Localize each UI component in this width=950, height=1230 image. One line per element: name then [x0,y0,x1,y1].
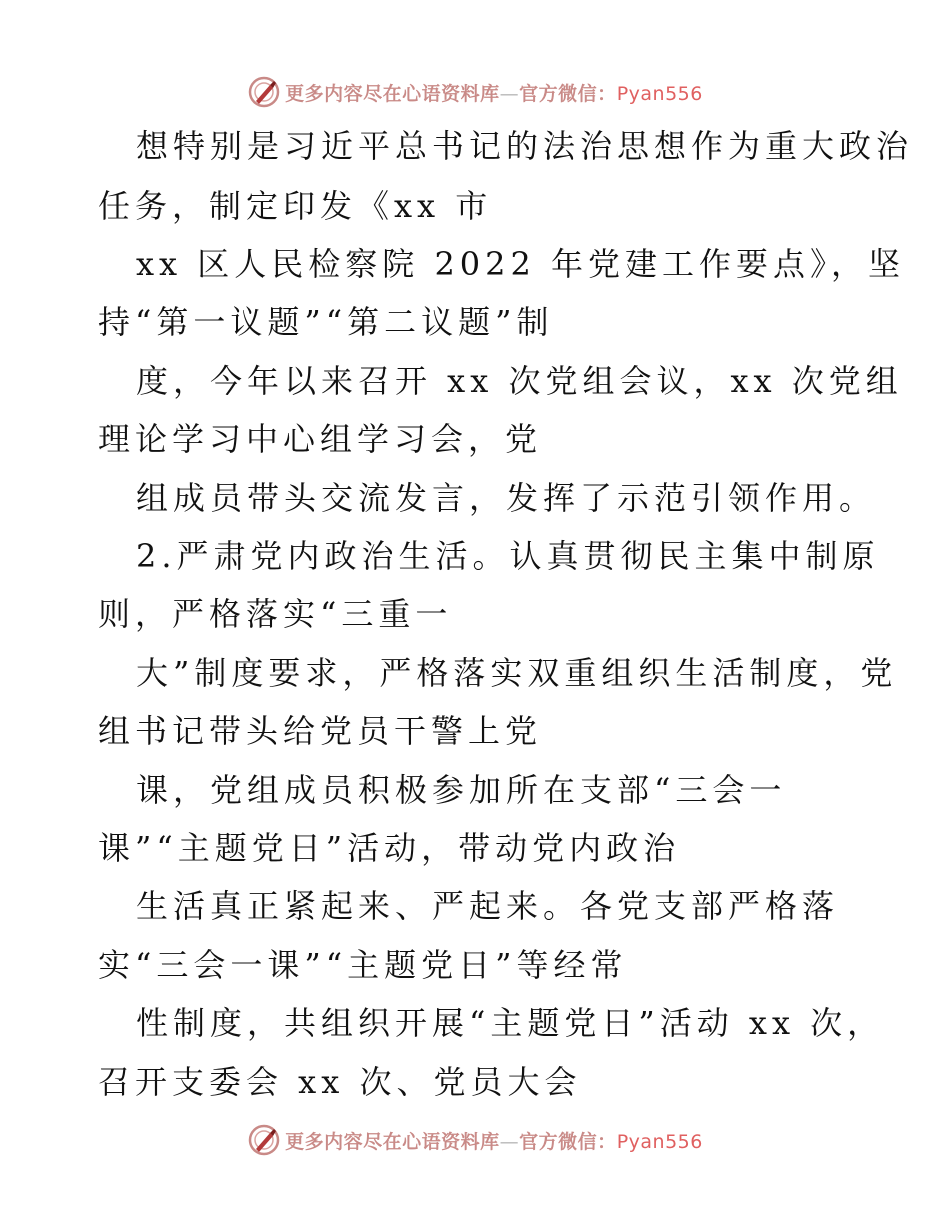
body-line: 大”制度要求，严格落实双重组织生活制度，党 [136,654,898,692]
watermark-dash: — [499,82,520,105]
body-line: 生活真正紧起来、严起来。各党支部严格落 [136,887,840,925]
body-line: 理论学习中心组学习会，党 [98,420,543,458]
footer-watermark [0,1120,950,1160]
pen-logo-icon [247,1123,281,1157]
body-line: 持“第一议题”“第二议题”制 [98,303,554,341]
watermark-account-id: Pyan556 [616,82,703,105]
watermark-account-id: Pyan556 [616,1130,703,1153]
watermark-text [285,1127,703,1154]
body-line: xx 区人民检察院 2022 年党建工作要点》，坚 [136,245,906,283]
body-line: 组成员带头交流发言，发挥了示范引领作用。 [136,479,877,517]
body-line: 课，党组成员积极参加所在支部“三会一 [136,771,787,809]
watermark-account-label: 官方微信： [519,1130,617,1153]
body-line: 2.严肃党内政治生活。认真贯彻民主集中制原 [136,537,880,575]
body-line: 任务，制定印发《xx 市 [98,187,493,225]
body-line: 性制度，共组织开展“主题党日”活动 xx 次， [136,1004,885,1042]
body-line: 度，今年以来召开 xx 次党组会议，xx 次党组 [136,362,903,400]
body-line: 则，严格落实“三重一 [98,595,453,633]
watermark-main-text: 更多内容尽在心语资料库 [285,82,500,105]
body-line: 组书记带头给党员干警上党 [98,712,543,750]
body-line: 想特别是习近平总书记的法治思想作为重大政治 [136,127,914,165]
watermark-main-text: 更多内容尽在心语资料库 [285,1130,500,1153]
body-line: 实“三会一课”“主题党日”等经常 [98,946,628,984]
body-line: 课”“主题党日”活动，带动党内政治 [98,829,681,867]
watermark-account-label: 官方微信： [519,82,617,105]
body-line: 召开支委会 xx 次、党员大会 [98,1063,582,1101]
watermark-dash: — [499,1130,520,1153]
